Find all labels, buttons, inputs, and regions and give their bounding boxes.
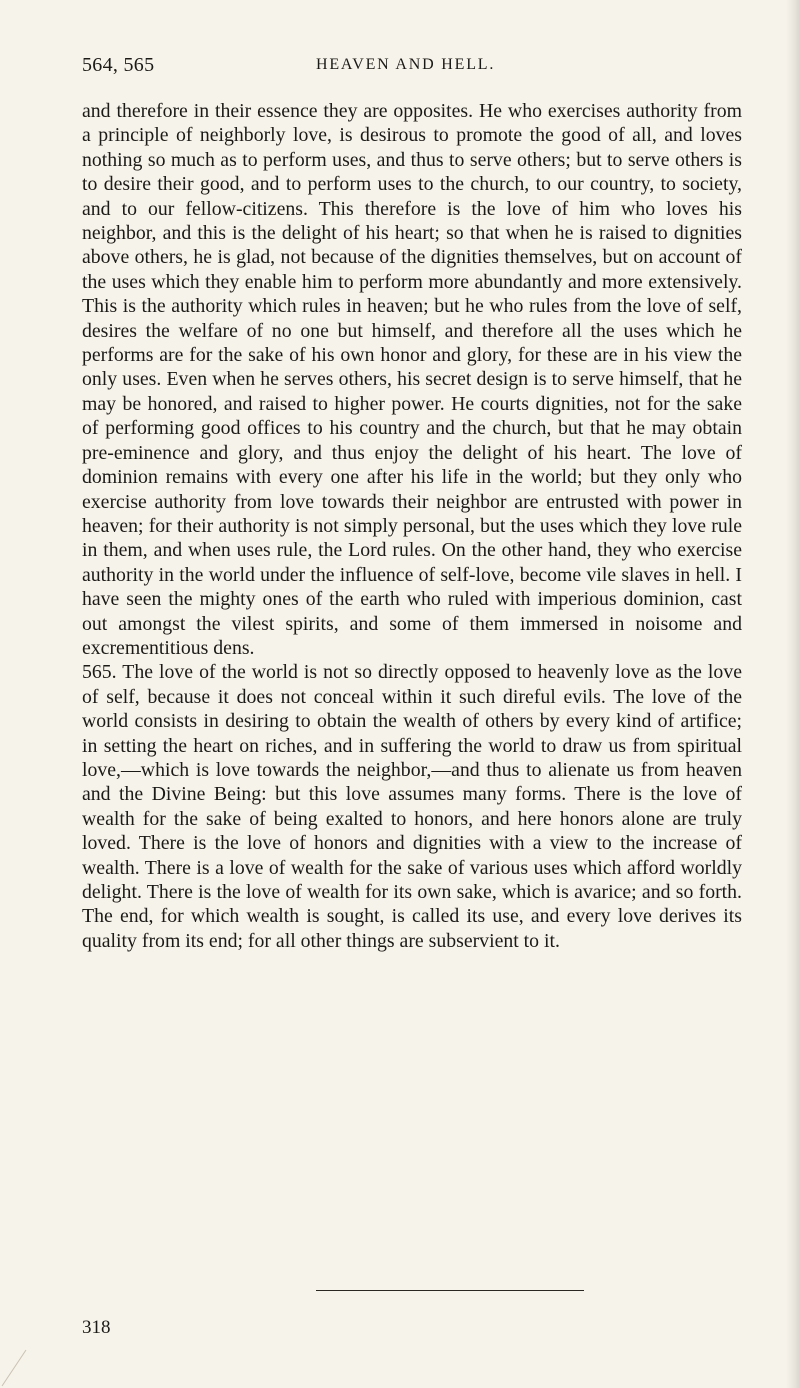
running-head <box>82 50 742 80</box>
running-title: HEAVEN AND HELL. <box>316 56 496 73</box>
paragraph-565: 565. The love of the world is not so directly opposed to heavenly love as the love of self, because it does not conceal within it such direful evils. The love of the world consists in desiring to obtain the wealth of others by every kind of artifice; in setting the heart on riches, and in suffering the world to draw us from spiritual love,—which is love towards the neighbor,—and thus to alienate us from heaven and the Divine Being: but this love assumes many forms. There is the love of wealth for the sake of being exalted to honors, and here honors alone are truly loved. There is the love of honors and dignities with a view to the increase of wealth. There is a love of wealth for the sake of various uses which afford worldly delight. There is the love of wealth for its own sake, which is avarice; and so forth. The end, for which wealth is sought, is called its use, and every love derives its quality from its end; for all other things are subservient to it. <box>82 661 742 952</box>
body-text <box>82 99 742 953</box>
footer-rule <box>316 1290 584 1291</box>
page-number: 318 <box>82 1317 111 1338</box>
paragraph-continued: and therefore in their essence they are opposites. He who exercises authority from a principle of neighborly love, is desirous to promote the good of all, and loves nothing so much as to perform uses, and thus to serve others; but to serve others is to desire their good, and to perform uses to the church, to our country, to society, and to our fellow-citizens. This therefore is the love of him who loves his neighbor, and this is the delight of his heart; so that when he is raised to dignities above others, he is glad, not because of the dignities themselves, but on account of the uses which they enable him to perform more abundantly and more extensively. This is the authority which rules in heaven; but he who rules from the love of self, desires the welfare of no one but himself, and therefore all the uses which he performs are for the sake of his own honor and glory, for these are in his view the only uses. Even when he serves others, his secret design is to serve himself, that he may be honored, and raised to higher power. He courts dignities, not for the sake of performing good offices to his country and the church, but that he may obtain pre-eminence and glory, and thus enjoy the delight of his heart. The love of dominion remains with every one after his life in the world; but they only who exercise authority from love towards their neighbor are entrusted with power in heaven; for their authority is not simply personal, but the uses which they love rule in them, and when uses rule, the Lord rules. On the other hand, they who exercise authority in the world under the influence of self-love, become vile slaves in hell. I have seen the mighty ones of the earth who ruled with imperious dominion, cast out amongst the vilest spirits, and some of them immersed in noisome and excrementitious dens. <box>82 100 742 659</box>
page-edge-shadow <box>786 0 800 1388</box>
page-fold-mark <box>0 1290 30 1388</box>
section-range: 564, 565 <box>82 54 155 76</box>
